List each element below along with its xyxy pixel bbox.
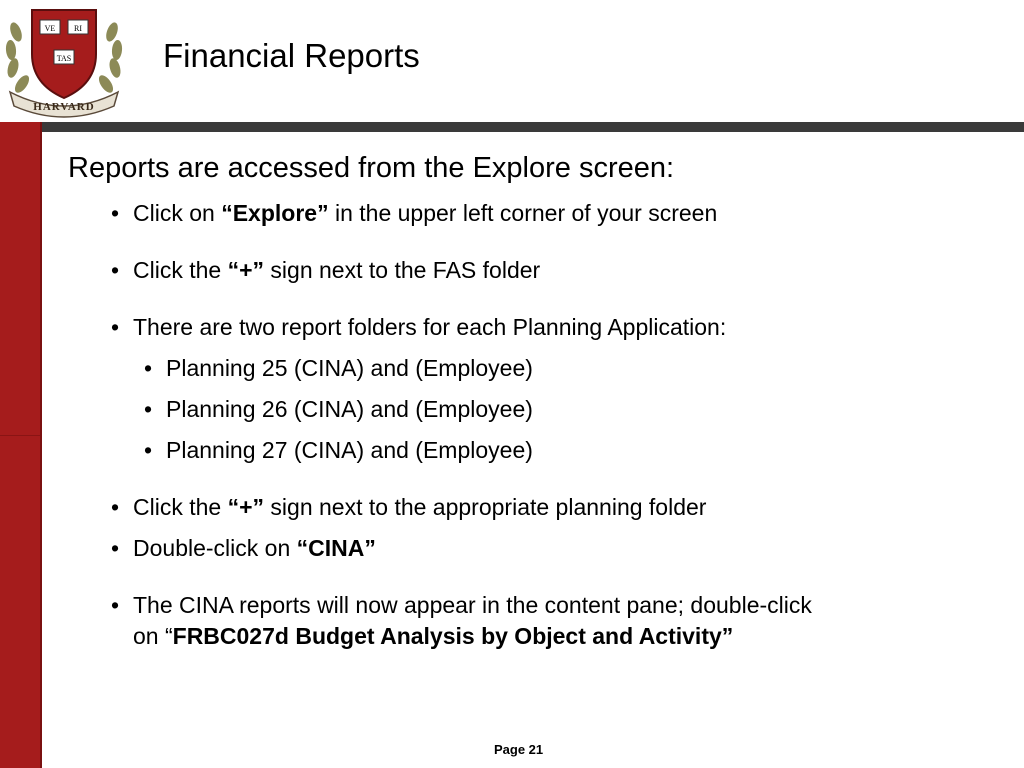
bullet-text: sign next to the appropriate planning folder — [264, 494, 707, 520]
sub-bullet-text: Planning 25 (CINA) and (Employee) — [166, 355, 533, 381]
bullet-cina-reports — [68, 590, 998, 652]
sub-bullet-planning-25 — [68, 353, 998, 384]
bullet-text: Click the — [133, 257, 228, 283]
bullet-plus-planning — [68, 492, 998, 523]
bullet-dot: • — [111, 200, 120, 226]
bullet-text-line-1: The CINA reports will now appear in the content pane; double-click — [133, 592, 812, 618]
slide-content — [68, 150, 998, 652]
bullet-text: on “ — [133, 623, 173, 649]
sub-bullet-planning-27 — [68, 435, 998, 466]
bullet-text: There are two report folders for each Planning Application: — [133, 314, 727, 340]
harvard-shield-icon — [2, 2, 126, 118]
page-number: Page 21 — [494, 742, 544, 757]
bullet-dot: • — [144, 355, 153, 381]
shield-word-ri: RI — [74, 24, 82, 33]
side-accent-bar — [0, 122, 42, 768]
bullet-emphasis: “Explore” — [221, 200, 329, 226]
side-bar-seam — [0, 435, 42, 436]
side-bar-edge — [40, 122, 42, 768]
shield-word-tas: TAS — [56, 54, 72, 63]
bullet-text: Click the — [133, 494, 228, 520]
bullet-text: in the upper left corner of your screen — [328, 200, 718, 226]
bullet-emphasis: “+” — [227, 257, 265, 283]
bullet-emphasis: “CINA” — [296, 535, 376, 561]
header-divider — [0, 122, 1024, 132]
bullet-dot: • — [144, 396, 153, 422]
slide-title: Financial Reports — [163, 37, 420, 74]
bullet-text: Click on — [133, 200, 222, 226]
ribbon-text: HARVARD — [33, 101, 95, 113]
sub-bullet-text: Planning 27 (CINA) and (Employee) — [166, 437, 533, 463]
lead-text: Reports are accessed from the Explore screen: — [68, 152, 675, 184]
bullet-double-click-cina — [68, 533, 998, 564]
bullet-text: sign next to the FAS folder — [264, 257, 541, 283]
bullet-plus-fas — [68, 255, 998, 286]
bullet-dot: • — [111, 535, 120, 561]
bullet-dot: • — [144, 437, 153, 463]
bullet-report-folders — [68, 312, 998, 343]
shield-word-ve: VE — [44, 24, 56, 33]
bullet-dot: • — [111, 257, 120, 283]
bullet-emphasis: FRBC027d Budget Analysis by Object and Activity” — [172, 623, 734, 649]
sub-bullet-text: Planning 26 (CINA) and (Employee) — [166, 396, 533, 422]
harvard-logo — [2, 2, 126, 118]
bullet-text-line-2 — [133, 621, 998, 652]
bullet-emphasis: “+” — [227, 494, 265, 520]
bullet-dot: • — [111, 494, 120, 520]
bullet-text: Double-click on — [133, 535, 297, 561]
bullet-dot: • — [111, 592, 120, 618]
bullet-dot: • — [111, 314, 120, 340]
sub-bullet-planning-26 — [68, 394, 998, 425]
bullet-explore — [68, 198, 998, 229]
